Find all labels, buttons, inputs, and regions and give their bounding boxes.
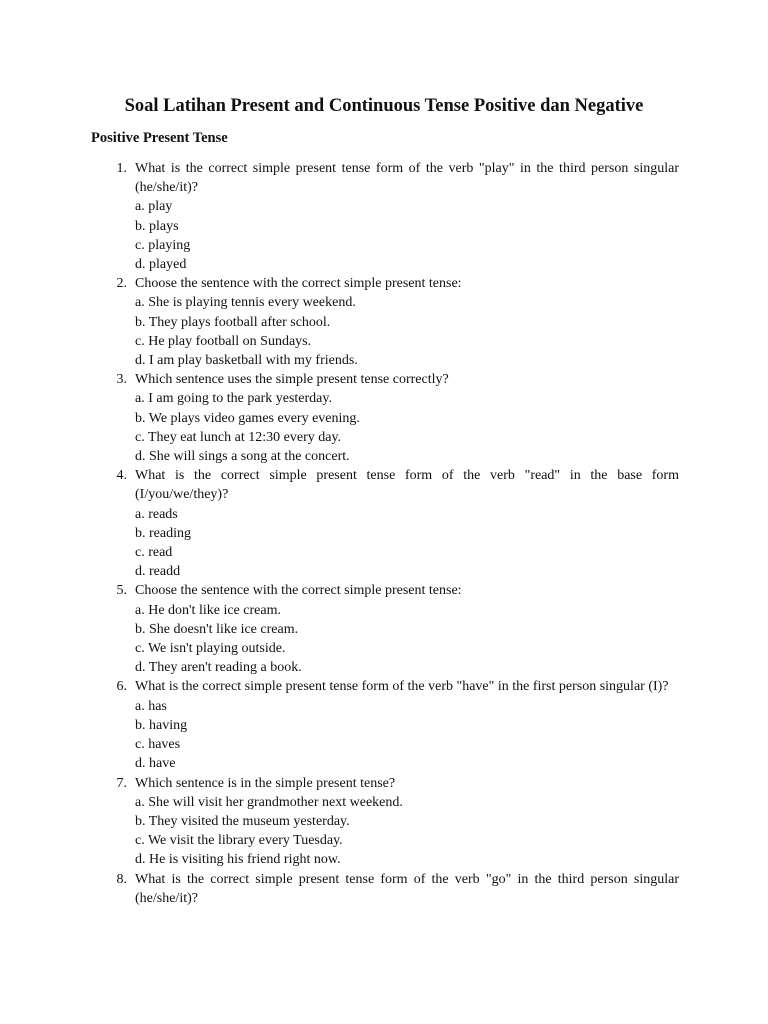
question-text: Which sentence uses the simple present tense correctly? (135, 372, 449, 388)
answer-option: b. They plays football after school. (135, 314, 331, 330)
answer-option: b. She doesn't like ice cream. (135, 621, 299, 637)
question-number: 3. (116, 372, 127, 388)
question-item (109, 466, 679, 581)
question-item (109, 774, 679, 870)
answer-option: a. I am going to the park yesterday. (135, 391, 332, 407)
question-text: What is the correct simple present tense form of the verb "read" in the base form (I/you/we/they)? (135, 468, 679, 503)
question-number: 7. (116, 775, 127, 791)
answer-options (135, 601, 679, 678)
question-number: 1. (116, 161, 127, 176)
question-text: What is the correct simple present tense form of the verb "go" in the third person singular (he/she/it)? (135, 871, 679, 906)
answer-option: c. playing (135, 237, 191, 253)
answer-option: a. play (135, 199, 173, 215)
answer-options (135, 389, 679, 466)
answer-option: d. played (135, 257, 187, 273)
answer-option: a. She is playing tennis every weekend. (135, 295, 356, 311)
answer-option: c. We visit the library every Tuesday. (135, 833, 343, 849)
answer-option: a. He don't like ice cream. (135, 602, 281, 618)
answer-option: a. reads (135, 506, 178, 522)
question-text: Which sentence is in the simple present tense? (135, 775, 396, 791)
answer-options (135, 793, 679, 870)
question-number: 6. (116, 679, 127, 695)
answer-option: d. She will sings a song at the concert. (135, 449, 350, 465)
question-item (109, 370, 679, 466)
question-number: 8. (116, 871, 127, 887)
answer-option: c. We isn't playing outside. (135, 641, 286, 657)
question-text: What is the correct simple present tense form of the verb "have" in the first person singular (I)? (135, 679, 669, 695)
answer-option: b. They visited the museum yesterday. (135, 813, 350, 829)
question-number: 2. (116, 276, 127, 292)
answer-option: b. reading (135, 525, 191, 541)
document-title: Soal Latihan Present and Continuous Tense Positive dan Negative (124, 96, 644, 116)
answer-option: d. have (135, 756, 176, 772)
question-item (109, 581, 679, 677)
answer-options (135, 697, 679, 774)
answer-option: a. She will visit her grandmother next weekend. (135, 794, 403, 810)
question-number: 5. (116, 583, 127, 599)
question-list (109, 159, 679, 908)
question-item (109, 159, 679, 274)
answer-options (135, 293, 679, 370)
answer-option: d. They aren't reading a book. (135, 660, 302, 676)
question-number: 4. (116, 468, 127, 484)
answer-option: b. having (135, 717, 188, 733)
answer-options (135, 197, 679, 274)
question-text: What is the correct simple present tense form of the verb "play" in the third person singular (he/she/it)? (135, 161, 679, 196)
answer-options (135, 505, 679, 582)
question-text: Choose the sentence with the correct simple present tense: (135, 583, 462, 599)
question-text: Choose the sentence with the correct simple present tense: (135, 276, 462, 292)
question-item (109, 274, 679, 370)
answer-option: c. haves (135, 737, 181, 753)
question-item (109, 677, 679, 773)
answer-option: b. plays (135, 218, 179, 234)
section-heading: Positive Present Tense (91, 130, 228, 146)
answer-option: d. readd (135, 564, 181, 580)
answer-option: b. We plays video games every evening. (135, 410, 360, 426)
answer-option: c. read (135, 545, 173, 561)
answer-option: c. They eat lunch at 12:30 every day. (135, 429, 342, 445)
answer-option: a. has (135, 698, 167, 714)
question-item (109, 870, 679, 908)
answer-option: d. I am play basketball with my friends. (135, 353, 358, 369)
answer-option: c. He play football on Sundays. (135, 333, 312, 349)
answer-option: d. He is visiting his friend right now. (135, 852, 341, 868)
